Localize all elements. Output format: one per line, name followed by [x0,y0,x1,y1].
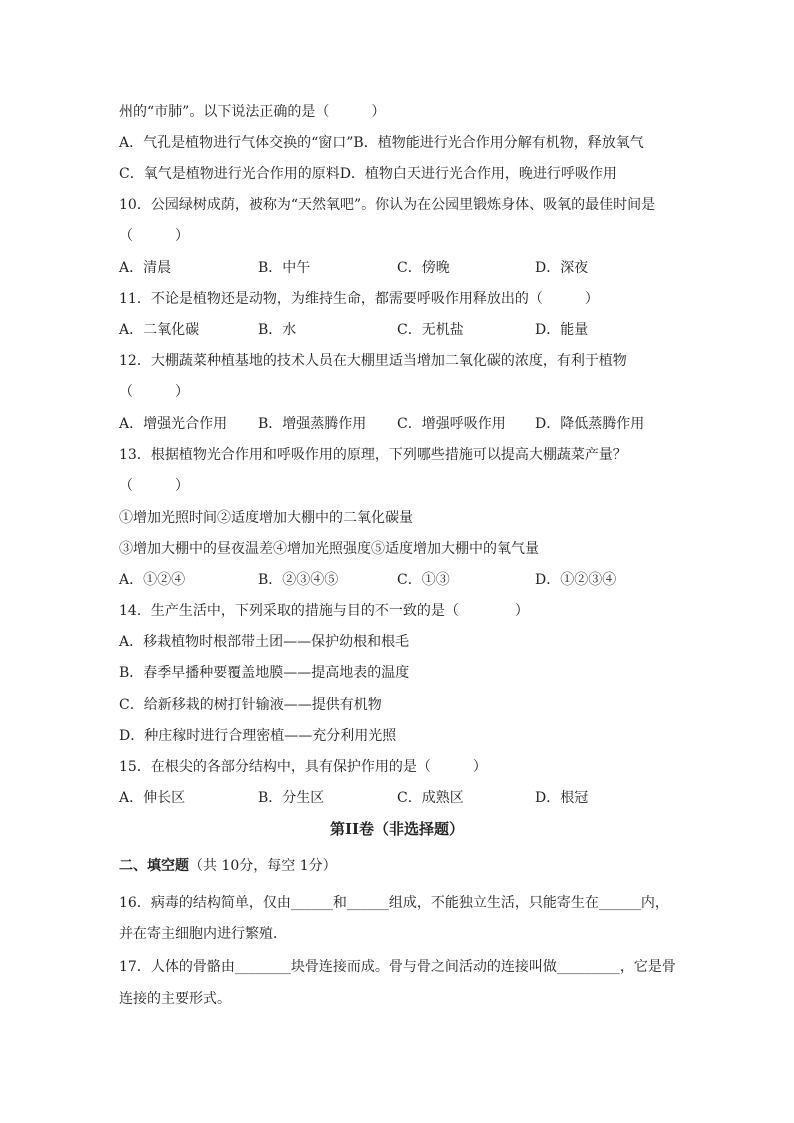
q12-option-d: D．降低蒸腾作用 [535,416,645,432]
q10-option-a: A．清晨 [119,260,172,276]
q10-option-b: B．中午 [258,260,311,276]
q10-answer-paren: （ ） [119,228,189,244]
q13-option-b: B．②③④⑤ [258,572,339,588]
q15-option-a: A．伸长区 [119,790,186,806]
q10-option-c: C．傍晚 [397,260,450,276]
q13-items-line2: ③增加大棚中的昼夜温差④增加光照强度⑤适度增加大棚中的氧气量 [119,541,539,557]
q15-option-d: D．根冠 [535,790,589,806]
section-heading-label: 二、填空题 [119,858,189,874]
q17-line1: 17．人体的骨骼由________块骨连接而成。骨与骨之间活动的连接叫做_________，它是骨 [119,959,676,975]
q13-option-a: A．①②④ [119,572,186,588]
q13-stem: 13．根据植物光合作用和呼吸作用的原理，下列哪些措施可以提高大棚蔬菜产量？ [119,447,627,463]
q11-option-d: D．能量 [535,322,589,338]
q13-items-line1: ①增加光照时间②适度增加大棚中的二氧化碳量 [119,510,413,526]
q9-stem-tail: 州的“市肺”。以下说法正确的是（ ） [119,104,386,120]
q14-stem: 14．生产生活中，下列采取的措施与目的不一致的是（ ） [119,603,529,619]
q12-options [119,414,679,434]
q11-option-c: C．无机盐 [397,322,464,338]
q13-option-d: D．①②③④ [535,572,617,588]
q14-option-b: B．春季早播种要覆盖地膜——提高地表的温度 [119,665,410,681]
q9-options-ab: A．气孔是植物进行气体交换的“窗口”B．植物能进行光合作用分解有机物，释放氧气 [119,135,644,151]
q15-stem: 15．在根尖的各部分结构中，具有保护作用的是（ ） [119,759,487,775]
section-heading [119,856,337,876]
q14-option-c: C．给新移栽的树打针输液——提供有机物 [119,697,382,713]
q14-option-d: D．种庄稼时进行合理密植——充分利用光照 [119,728,397,744]
q17-line2: 连接的主要形式。 [119,991,231,1007]
q11-stem: 11．不论是植物还是动物，为维持生命，都需要呼吸作用释放出的（ ） [119,291,599,307]
q15-options [119,788,679,808]
q13-option-c: C．①③ [397,572,450,588]
q10-options [119,258,679,278]
q16-line1: 16．病毒的结构简单，仅由______和______组成，不能独立生活，只能寄生在______内， [119,895,669,911]
section-title: 第II卷（非选择题） [329,820,465,838]
q11-options [119,320,679,340]
q11-option-b: B．水 [258,322,297,338]
q12-stem: 12．大棚蔬菜种植基地的技术人员在大棚里适当增加二氧化碳的浓度，有利于植物 [119,353,627,369]
section-heading-note: （共 10分，每空 1分） [189,858,337,874]
q12-option-a: A．增强光合作用 [119,416,228,432]
q9-options-cd: C．氧气是植物进行光合作用的原料D．植物白天进行光合作用，晚进行呼吸作用 [119,166,617,182]
q14-option-a: A．移栽植物时根部带土团——保护幼根和根毛 [119,634,410,650]
q12-option-c: C．增强呼吸作用 [397,416,506,432]
q15-option-b: B．分生区 [258,790,325,806]
q13-answer-paren: （ ） [119,478,189,494]
q12-answer-paren: （ ） [119,384,189,400]
q15-option-c: C．成熟区 [397,790,464,806]
q10-stem: 10．公园绿树成荫，被称为“天然氧吧”。你认为在公园里锻炼身体、吸氧的最佳时间是 [119,197,656,213]
q12-option-b: B．增强蒸腾作用 [258,416,367,432]
q16-line2: 并在寄主细胞内进行繁殖． [119,926,287,942]
q13-options [119,570,679,590]
q11-option-a: A．二氧化碳 [119,322,200,338]
q10-option-d: D．深夜 [535,260,589,276]
